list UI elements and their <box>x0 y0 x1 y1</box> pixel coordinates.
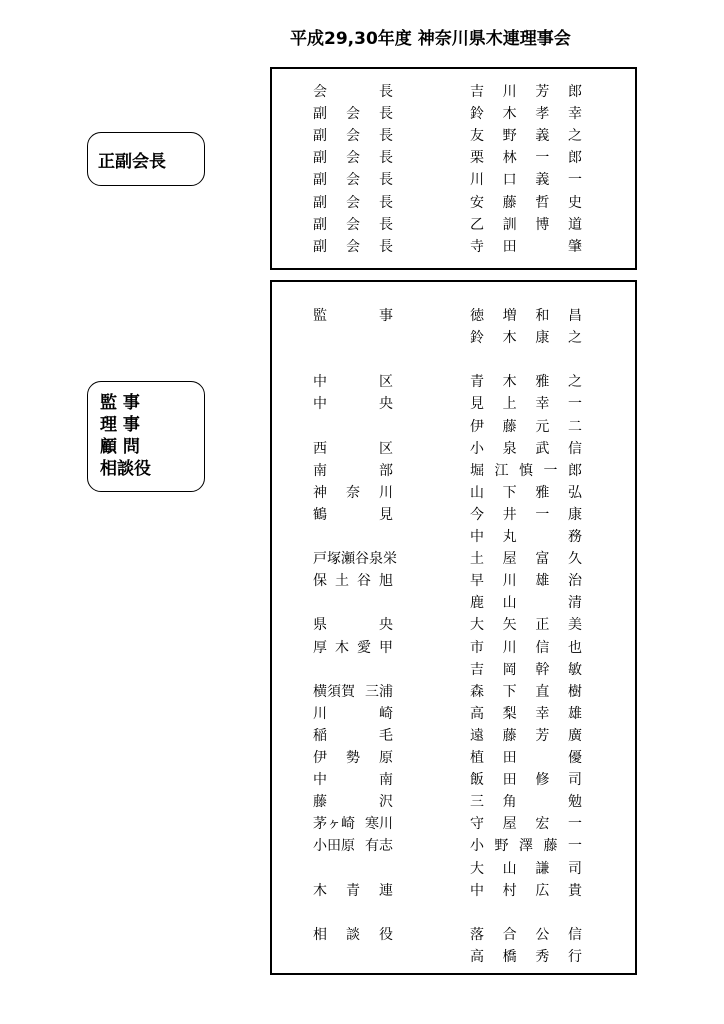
officer-name: 寺 田 肇 <box>470 238 582 255</box>
board-member-name: 森 下 直 樹 <box>470 683 582 700</box>
board-member-role: 横須賀 三浦 <box>313 683 393 700</box>
board-member-row <box>0 924 724 946</box>
board-member-row <box>0 614 724 636</box>
board-member-role: 小田原 有志 <box>313 838 393 855</box>
officer-role: 副 会 長 <box>313 238 393 255</box>
officer-row <box>0 125 724 147</box>
board-member-role <box>313 327 393 349</box>
officer-name: 安 藤 哲 史 <box>470 194 582 211</box>
board-member-row <box>0 725 724 747</box>
officer-role: 副 会 長 <box>313 194 393 211</box>
board-member-role <box>313 349 393 371</box>
board-member-name: 徳 増 和 昌 <box>470 308 582 324</box>
board-member-role <box>313 946 393 968</box>
board-member-name: 中 村 広 貴 <box>470 882 582 899</box>
officer-row <box>0 147 724 169</box>
board-member-row <box>0 659 724 681</box>
board-member-row <box>0 592 724 614</box>
board-member-name: 三 角 勉 <box>470 794 582 811</box>
board-member-name: 土 屋 富 久 <box>470 551 582 568</box>
board-member-name: 中 丸 務 <box>470 529 582 545</box>
board-member-name: 山 下 雅 弘 <box>470 484 582 501</box>
officer-role: 副 会 長 <box>313 216 393 233</box>
board-member-role: 伊 勢 原 <box>313 750 393 766</box>
board-member-role: 木 青 連 <box>313 882 393 899</box>
officer-row <box>0 169 724 191</box>
board-member-role: 南 部 <box>313 462 393 479</box>
officer-role: 副 会 長 <box>313 106 393 123</box>
board-member-row <box>0 416 724 438</box>
board-member-row <box>0 791 724 813</box>
board-member-row <box>0 637 724 659</box>
board-member-role <box>313 659 393 681</box>
officer-name: 友 野 義 之 <box>470 128 582 145</box>
board-label-counselor: 相談役 <box>100 459 151 479</box>
officer-name: 吉 川 芳 郎 <box>470 84 582 100</box>
board-member-name <box>470 902 582 924</box>
board-member-row <box>0 526 724 548</box>
board-member-row <box>0 681 724 703</box>
board-member-row <box>0 438 724 460</box>
board-label-advisor: 顧 問 <box>100 437 140 457</box>
board-member-row <box>0 946 724 968</box>
officer-row <box>0 236 724 258</box>
officer-role: 副 会 長 <box>313 150 393 167</box>
board-member-role <box>313 902 393 924</box>
officer-role: 副 会 長 <box>313 128 393 145</box>
board-member-row <box>0 813 724 835</box>
board-member-row <box>0 349 724 371</box>
officer-role: 副 会 長 <box>313 172 393 189</box>
board-member-row <box>0 880 724 902</box>
board-member-role: 鶴 見 <box>313 506 393 523</box>
board-member-role: 中 央 <box>313 396 393 413</box>
board-member-row <box>0 835 724 857</box>
board-member-role: 川 崎 <box>313 705 393 722</box>
board-member-role: 戸 塚 瀬 谷 泉 栄 <box>313 551 397 568</box>
board-member-name: 大 山 謙 司 <box>470 860 582 877</box>
board-member-row <box>0 548 724 570</box>
board-member-name: 市 川 信 也 <box>470 639 582 656</box>
board-member-name <box>470 349 582 371</box>
board-member-name: 伊 藤 元 二 <box>470 418 582 435</box>
officer-row <box>0 214 724 236</box>
board-member-name: 大 矢 正 美 <box>470 617 582 634</box>
officer-name: 鈴 木 孝 幸 <box>470 106 582 123</box>
board-member-role: 茅ヶ崎 寒川 <box>313 816 393 833</box>
board-member-row <box>0 327 724 349</box>
officer-name: 栗 林 一 郎 <box>470 150 582 167</box>
board-member-name: 吉 岡 幹 敏 <box>470 661 582 678</box>
board-member-name: 鈴 木 康 之 <box>470 330 582 347</box>
board-member-role: 中 区 <box>313 374 393 391</box>
board-label-director: 理 事 <box>100 415 140 435</box>
board-member-role <box>313 416 393 438</box>
board-member-row <box>0 482 724 504</box>
board-member-row <box>0 393 724 415</box>
board-member-role: 中 南 <box>313 772 393 789</box>
officer-name: 川 口 義 一 <box>470 172 582 189</box>
board-member-role <box>313 592 393 614</box>
board-member-role: 保 土 谷 旭 <box>313 573 393 590</box>
officer-name: 乙 訓 博 道 <box>470 216 582 233</box>
board-member-row <box>0 504 724 526</box>
board-member-name: 高 梨 幸 雄 <box>470 705 582 722</box>
board-label-auditor: 監 事 <box>100 393 140 413</box>
board-member-role: 西 区 <box>313 440 393 457</box>
board-member-row <box>0 570 724 592</box>
board-member-role <box>313 858 393 880</box>
board-member-role <box>313 526 393 548</box>
board-member-name: 守 屋 宏 一 <box>470 816 582 833</box>
board-member-role: 相 談 役 <box>313 926 393 943</box>
board-member-name: 小 泉 武 信 <box>470 440 582 457</box>
board-member-name: 飯 田 修 司 <box>470 772 582 789</box>
board-member-name: 早 川 雄 治 <box>470 573 582 590</box>
board-member-row <box>0 371 724 393</box>
officer-role: 会 長 <box>313 84 393 100</box>
board-member-name: 今 井 一 康 <box>470 506 582 523</box>
board-member-role: 藤 沢 <box>313 794 393 811</box>
board-member-role: 神 奈 川 <box>313 484 393 501</box>
board-member-row <box>0 305 724 327</box>
board-member-row <box>0 460 724 482</box>
board-member-row <box>0 902 724 924</box>
board-member-row <box>0 703 724 725</box>
board-member-name: 青 木 雅 之 <box>470 374 582 391</box>
board-member-name: 小 野 澤 藤 一 <box>470 838 582 855</box>
officer-row <box>0 103 724 125</box>
board-member-name: 遠 藤 芳 廣 <box>470 727 582 744</box>
board-member-name: 高 橋 秀 行 <box>470 948 582 965</box>
board-member-name: 鹿 山 清 <box>470 595 582 612</box>
board-member-role: 県 央 <box>313 617 393 634</box>
board-member-row <box>0 858 724 880</box>
board-member-role: 稲 毛 <box>313 727 393 744</box>
officer-row <box>0 81 724 103</box>
board-member-name: 見 上 幸 一 <box>470 396 582 413</box>
board-member-name: 落 合 公 信 <box>470 926 582 943</box>
page-title: 平成29,30年度 神奈川県木連理事会 <box>290 29 571 49</box>
board-member-role: 厚 木 愛 甲 <box>313 639 393 656</box>
board-member-name: 堀 江 慎 一 郎 <box>470 462 582 479</box>
officers-section-label: 正副会長 <box>87 132 205 186</box>
board-member-row <box>0 747 724 769</box>
officer-row <box>0 192 724 214</box>
board-member-row <box>0 769 724 791</box>
board-member-role: 監 事 <box>313 308 393 324</box>
board-member-name: 植 田 優 <box>470 750 582 766</box>
